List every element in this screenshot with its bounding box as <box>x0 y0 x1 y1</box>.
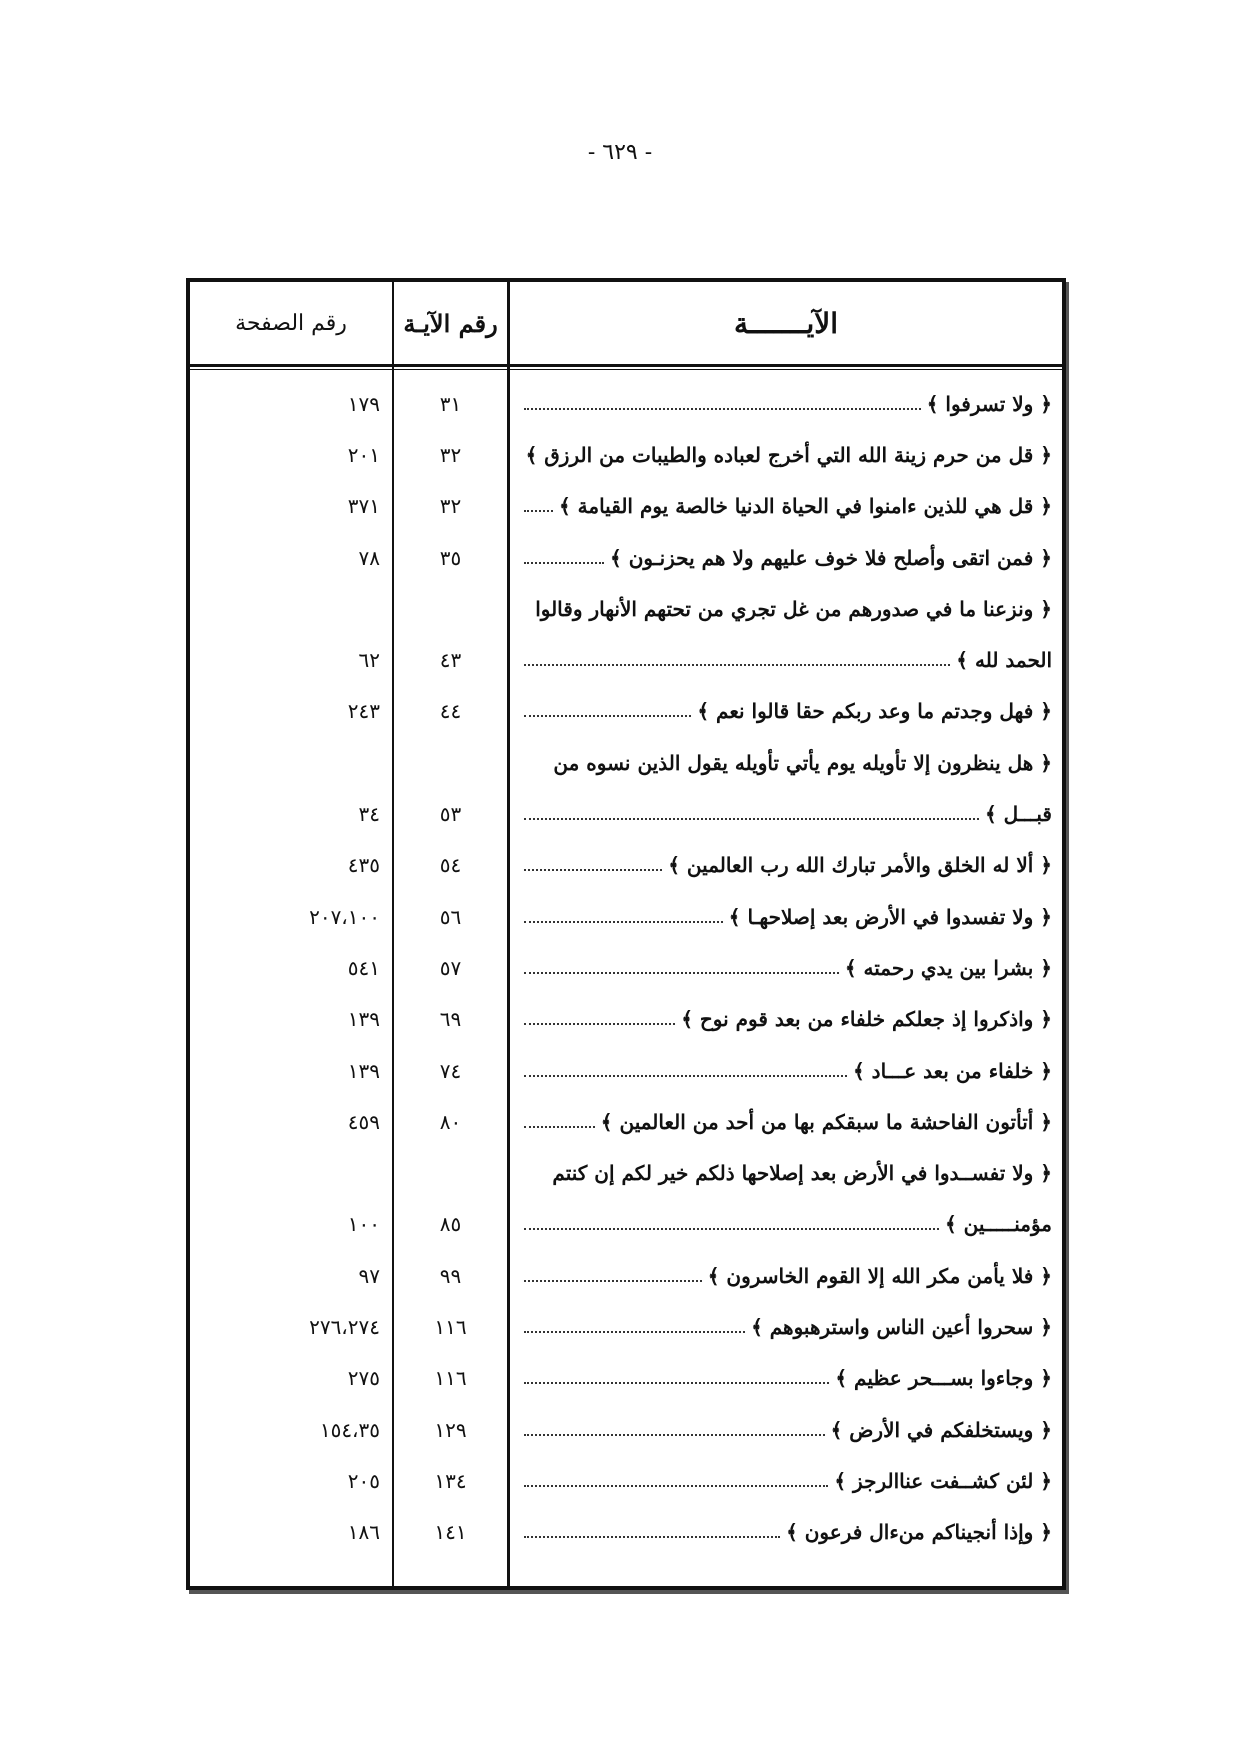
table-row <box>190 634 1062 685</box>
verse-text: ﴿ ونزعنا ما في صدورهم من غل تجري من تحتهم الأنهار وقالوا <box>535 596 1052 621</box>
page-number-cell: ٣٧١ <box>347 494 380 519</box>
ayah-number-cell: ٦٩ <box>439 1007 462 1032</box>
header-ayah-number: رقم الآيـة <box>403 308 498 338</box>
ayah-number-cell <box>394 1147 507 1198</box>
verse-text: ﴿ فلا يأمن مكر الله إلا القوم الخاسرون ﴾ <box>707 1263 1052 1288</box>
verse-text: ﴿ قل من حرم زينة الله التي أخرج لعباده والطيبات من الرزق ﴾ <box>525 442 1052 467</box>
header-divider <box>190 369 1062 370</box>
verse-cell <box>524 942 1052 993</box>
table-row <box>190 429 1062 480</box>
verse-text: ﴿ ولا تفسدوا في الأرض بعد إصلاحهـا ﴾ <box>728 904 1052 929</box>
dot-leader <box>524 1485 828 1487</box>
page-number-cell: ١٨٦ <box>347 1520 380 1545</box>
dot-leader <box>524 869 662 871</box>
header-page-number: رقم الصفحة <box>235 310 347 336</box>
verse-cell <box>524 891 1052 942</box>
table-row <box>190 1301 1062 1352</box>
table-row <box>190 942 1062 993</box>
dot-leader <box>524 562 604 564</box>
ayah-number-cell: ٣٢ <box>439 442 462 467</box>
ayah-number-cell <box>394 737 507 788</box>
ayah-number-cell: ٥٧ <box>439 955 462 980</box>
table-row <box>190 1147 1062 1198</box>
page-number: - ٦٢٩ - <box>587 140 653 165</box>
page-number-cell: ٩٧ <box>358 1263 380 1288</box>
page-number-cell: ٢٠٥ <box>347 1468 380 1493</box>
table-row <box>190 737 1062 788</box>
table-row <box>190 1353 1062 1404</box>
page-number-cell <box>190 583 380 634</box>
dot-leader <box>524 818 979 820</box>
page-number-cell: ١٠٠ <box>347 1212 380 1237</box>
verse-text: ﴿ سحروا أعين الناس واسترهبوهم ﴾ <box>751 1314 1052 1339</box>
dot-leader <box>524 921 723 923</box>
ayah-number-cell: ٣٥ <box>439 545 462 570</box>
page-number-cell: ٢٠٧،١٠٠ <box>309 904 380 929</box>
verse-cell <box>524 429 1052 480</box>
page-number-cell: ٤٣٥ <box>347 853 380 878</box>
verse-cell <box>524 840 1052 891</box>
dot-leader <box>524 1228 939 1230</box>
verse-text: ﴿ لئن كشــفت عناالرجز ﴾ <box>834 1468 1052 1493</box>
verse-cell <box>524 737 1052 788</box>
dot-leader <box>524 664 950 666</box>
table-row <box>190 1250 1062 1301</box>
verse-cell <box>524 1199 1052 1250</box>
page-number-cell: ٢٧٦،٢٧٤ <box>309 1314 380 1339</box>
ayah-number-cell: ١٤١ <box>434 1520 467 1545</box>
dot-leader <box>524 1434 825 1436</box>
verse-text: ﴿ ولا تفســدوا في الأرض بعد إصلاحها ذلكم خير لكم إن كنتم <box>552 1161 1052 1186</box>
verse-cell <box>524 686 1052 737</box>
table-row <box>190 840 1062 891</box>
verse-text: ﴿ ويستخلفكم في الأرض ﴾ <box>830 1417 1052 1442</box>
table-row <box>190 583 1062 634</box>
dot-leader <box>524 715 691 717</box>
verse-text: ﴿ ألا له الخلق والأمر تبارك الله رب العالمين ﴾ <box>668 853 1052 878</box>
verse-text: ﴿ وجاءوا بســـحر عظيم ﴾ <box>835 1366 1052 1391</box>
page-number-cell <box>190 1147 380 1198</box>
verse-text: ﴿ فهل وجدتم ما وعد ربكم حقا قالوا نعم ﴾ <box>697 699 1052 724</box>
dot-leader <box>524 1126 595 1128</box>
verse-cell <box>524 1507 1052 1558</box>
ayah-number-cell: ٥٤ <box>439 853 462 878</box>
verse-cell <box>524 532 1052 583</box>
ayah-number-cell: ١١٦ <box>434 1366 467 1391</box>
ayah-number-cell: ٧٤ <box>439 1058 462 1083</box>
ayah-number-cell: ٤٣ <box>439 648 462 673</box>
page-number-cell: ١٧٩ <box>347 391 380 416</box>
verse-text: ﴿ قل هي للذين ءامنوا في الحياة الدنيا خالصة يوم القيامة ﴾ <box>558 494 1052 519</box>
verse-cell <box>524 788 1052 839</box>
ayah-number-cell: ١٢٩ <box>434 1417 467 1442</box>
header-divider <box>190 364 1062 367</box>
page-number-cell: ٦٢ <box>358 648 380 673</box>
table-row <box>190 1455 1062 1506</box>
verse-cell <box>524 583 1052 634</box>
verse-text: ﴿ ولا تسرفوا ﴾ <box>926 391 1052 416</box>
table-row <box>190 1404 1062 1455</box>
page-number-cell <box>190 737 380 788</box>
verse-cell <box>524 1455 1052 1506</box>
ayah-number-cell: ٥٦ <box>439 904 462 929</box>
verse-cell <box>524 1045 1052 1096</box>
verse-text: ﴿ خلفاء من بعد عـــاد ﴾ <box>852 1058 1052 1083</box>
page-number-cell: ٢٤٣ <box>347 699 380 724</box>
verse-cell <box>524 1250 1052 1301</box>
page-number-cell: ١٣٩ <box>347 1007 380 1032</box>
page-number-cell: ١٣٩ <box>347 1058 380 1083</box>
dot-leader <box>524 972 839 974</box>
ayah-number-cell: ٣١ <box>439 391 462 416</box>
verse-text: ﴿ واذكروا إذ جعلكم خلفاء من بعد قوم نوح ﴾ <box>681 1007 1052 1032</box>
verse-text: ﴿ بشرا بين يدي رحمته ﴾ <box>844 955 1052 980</box>
ayah-number-cell: ٣٢ <box>439 494 462 519</box>
dot-leader <box>524 1382 829 1384</box>
ayah-number-cell: ٥٣ <box>439 802 462 827</box>
verse-cell <box>524 1096 1052 1147</box>
verse-cell <box>524 378 1052 429</box>
verse-cell <box>524 1301 1052 1352</box>
page-number-cell: ٢٧٥ <box>347 1366 380 1391</box>
page-number-cell: ٤٥٩ <box>347 1109 380 1134</box>
verse-text: الحمد لله ﴾ <box>956 648 1052 673</box>
verse-cell <box>524 1353 1052 1404</box>
verse-cell <box>524 1147 1052 1198</box>
page-number-cell: ٧٨ <box>358 545 380 570</box>
table-row <box>190 1096 1062 1147</box>
page-number-cell: ١٥٤،٣٥ <box>319 1417 380 1442</box>
verse-text: ﴿ وإذا أنجيناكم منءال فرعون ﴾ <box>786 1520 1052 1545</box>
ayah-number-cell: ٩٩ <box>439 1263 462 1288</box>
ayah-number-cell: ١١٦ <box>434 1314 467 1339</box>
verse-cell <box>524 634 1052 685</box>
table-row <box>190 1045 1062 1096</box>
table-row <box>190 891 1062 942</box>
table-row <box>190 788 1062 839</box>
verse-cell <box>524 994 1052 1045</box>
verse-text: ﴿ هل ينظرون إلا تأويله يوم يأتي تأويله يقول الذين نسوه من <box>553 750 1052 775</box>
verse-index-table <box>186 278 1066 1590</box>
page-number-cell: ٥٤١ <box>347 955 380 980</box>
table-row <box>190 532 1062 583</box>
ayah-number-cell: ٤٤ <box>439 699 462 724</box>
table-row <box>190 378 1062 429</box>
ayah-number-cell <box>394 583 507 634</box>
table-row <box>190 481 1062 532</box>
dot-leader <box>524 1075 847 1077</box>
table-row <box>190 1199 1062 1250</box>
verse-text: ﴿ فمن اتقى وأصلح فلا خوف عليهم ولا هم يحزنـون ﴾ <box>610 545 1052 570</box>
verse-cell <box>524 1404 1052 1455</box>
table-row <box>190 1507 1062 1558</box>
page-number-cell: ٢٠١ <box>347 442 380 467</box>
dot-leader <box>524 1331 745 1333</box>
verse-text: مؤمنـــــين ﴾ <box>944 1212 1052 1237</box>
verse-text: ﴿ أتأتون الفاحشة ما سبقكم بها من أحد من العالمين ﴾ <box>600 1109 1052 1134</box>
ayah-number-cell: ٨٥ <box>439 1212 462 1237</box>
dot-leader <box>524 510 553 512</box>
header-verse: الآيـــــــة <box>734 306 838 340</box>
ayah-number-cell: ٨٠ <box>439 1109 462 1134</box>
verse-cell <box>524 481 1052 532</box>
dot-leader <box>524 1023 675 1025</box>
dot-leader <box>524 1280 702 1282</box>
verse-text: قبـــل ﴾ <box>984 802 1052 827</box>
dot-leader <box>524 1536 780 1538</box>
table-row <box>190 994 1062 1045</box>
table-row <box>190 686 1062 737</box>
page-number-cell: ٣٤ <box>358 802 380 827</box>
ayah-number-cell: ١٣٤ <box>434 1468 467 1493</box>
dot-leader <box>524 408 921 410</box>
table-body <box>190 378 1062 1558</box>
